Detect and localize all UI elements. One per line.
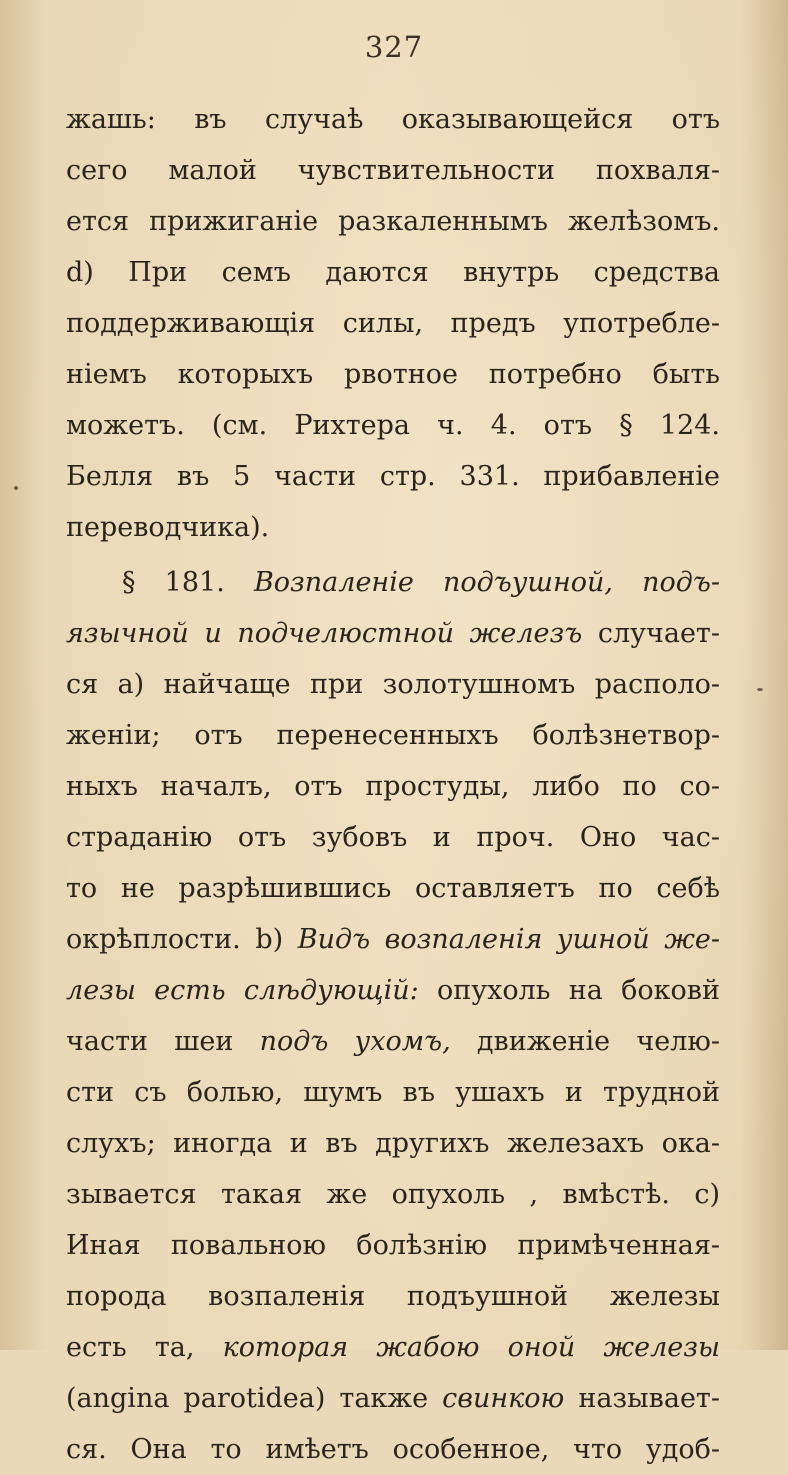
text-segment: можетъ. (см. Рихтера ч. 4. отъ § 124. [66,410,720,441]
text-line-7 [66,400,720,451]
text-segment: ныхъ началъ, отъ простуды, либо по со- [66,771,720,802]
text-line-2 [66,145,720,196]
text-segment: опухоль на боковй [437,975,720,1006]
text-line-4 [66,247,720,298]
text-segment: зывается такая же опухоль , вмѣстѣ. с) [66,1179,720,1210]
text-segment: ніемъ которыхъ рвотное потребно быть [66,359,720,390]
paper-speck [757,688,763,691]
text-line-26 [66,1373,720,1424]
text-segment: то не разрѣшившись оставляетъ по себѣ [66,873,720,904]
text-segment: окрѣплости. b) [66,924,298,955]
text-segment: d) При семъ даются внутрь средства [66,257,720,288]
text-segment: слухъ; иногда и въ другихъ железахъ ока- [66,1128,720,1159]
text-line-1 [66,94,720,145]
text-segment: Белля въ 5 части стр. 331. прибавленіе [66,461,720,492]
text-line-24 [66,1271,720,1322]
text-line-18 [66,965,720,1016]
text-line-6 [66,349,720,400]
paper-speck [14,486,18,490]
body-text [66,94,720,1475]
text-segment: Иная повальною болѣзнію примѣченная- [66,1230,720,1261]
text-line-16 [66,863,720,914]
text-segment: женіи; отъ перенесенныхъ болѣзнетвор- [66,720,720,751]
text-segment: ся. Она то имѣетъ особенное, что удоб- [66,1434,720,1465]
text-segment: называет- [578,1383,720,1414]
text-segment: § 181. [122,567,254,598]
text-line-22 [66,1169,720,1220]
text-line-27 [66,1424,720,1475]
text-line-10 [66,557,720,608]
text-line-20 [66,1067,720,1118]
text-line-19 [66,1016,720,1067]
text-segment-italic: Видъ возпаленія ушной же- [297,924,720,955]
text-line-13 [66,710,720,761]
text-segment: поддерживающія силы, предъ употребле- [66,308,720,339]
text-line-14 [66,761,720,812]
text-segment: случает- [597,618,720,649]
text-segment: переводчика). [66,512,270,543]
text-line-12 [66,659,720,710]
text-line-23 [66,1220,720,1271]
text-segment-italic: лезы есть слѣдующій: [66,975,437,1006]
text-line-3 [66,196,720,247]
text-line-9 [66,502,720,553]
text-line-15 [66,812,720,863]
text-segment: ется прижиганіе разкаленнымъ желѣзомъ. [66,206,720,237]
text-segment: движеніе челю- [476,1026,720,1057]
text-segment: жашь: въ случаѣ оказывающейся отъ [66,104,720,135]
text-segment-italic: подъ ухомъ, [259,1026,477,1057]
text-segment: страданію отъ зубовъ и проч. Оно час- [66,822,720,853]
text-segment: сего малой чувствительности похваля- [66,155,720,186]
text-line-25 [66,1322,720,1373]
text-segment: сти съ болью, шумъ въ ушахъ и трудной [66,1077,720,1108]
text-line-17 [66,914,720,965]
text-segment: (angina parotidea) также [66,1383,443,1414]
text-line-5 [66,298,720,349]
text-line-21 [66,1118,720,1169]
text-segment: порода возпаленія подъушной железы [66,1281,720,1312]
page-number: 327 [364,30,424,64]
text-line-8 [66,451,720,502]
text-line-11 [66,608,720,659]
text-segment-italic: язычной и подчелюстной железъ [66,618,598,649]
text-segment: части шеи [66,1026,260,1057]
text-segment-italic: свинкою [442,1383,579,1414]
text-segment-italic: Возпаленіе подъушной, подъ- [253,567,720,598]
text-segment: ся а) найчаще при золотушномъ располо- [66,669,720,700]
text-segment: есть та, [66,1332,223,1363]
text-segment-italic: которая жабою оной железы [222,1332,720,1363]
